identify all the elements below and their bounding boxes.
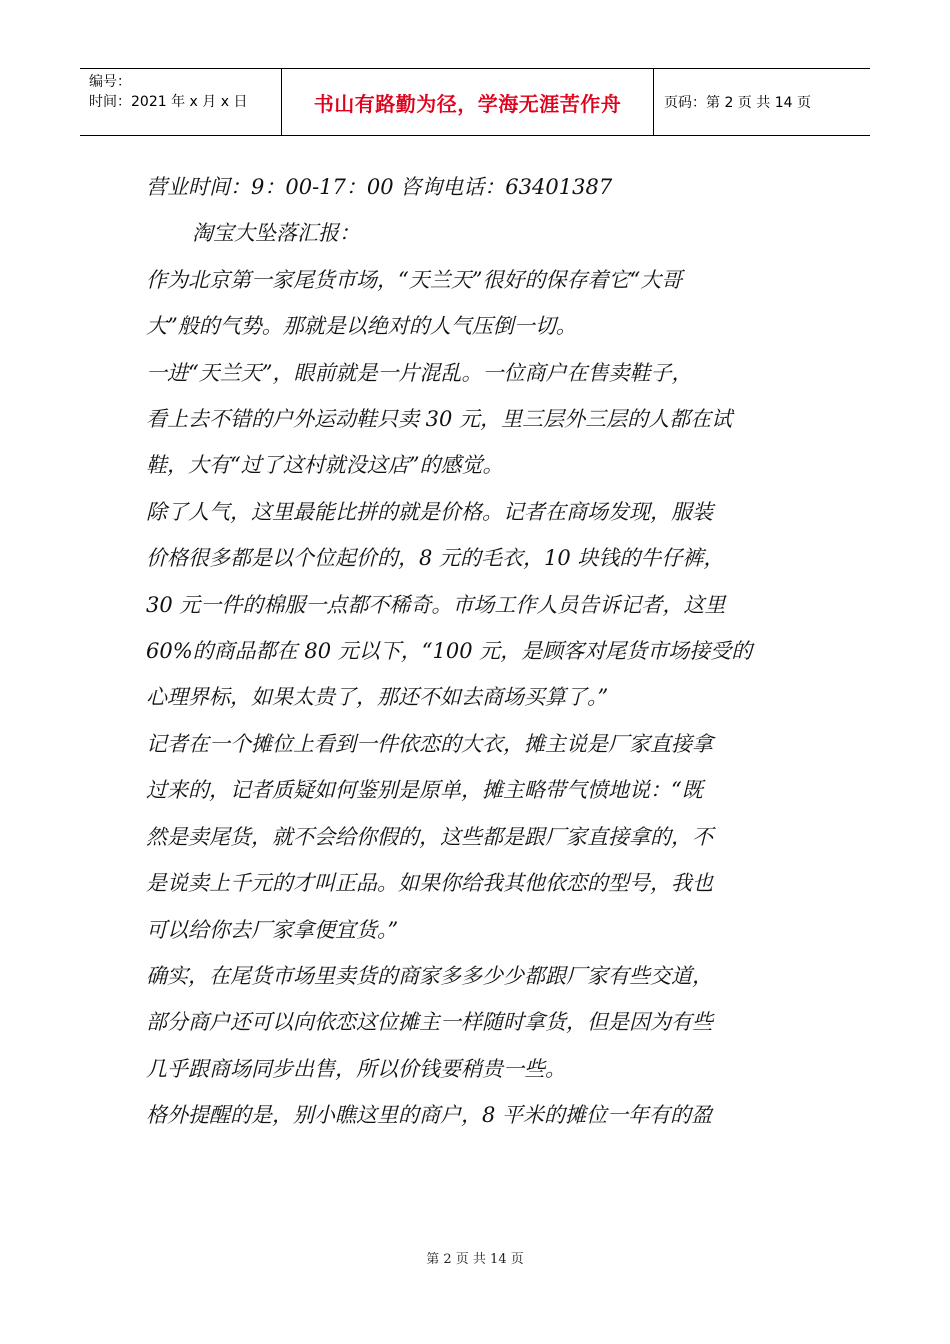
paragraph-line: 60%的商品都在 80 元以下，“100 元，是顾客对尾货市场接受的 [146,639,753,664]
paragraph-line: 一进“天兰天”，眼前就是一片混乱。一位商户在售卖鞋子， [146,360,693,385]
document-header [80,68,870,136]
paragraph-line: 淘宝大坠落汇报： [192,221,360,246]
paragraph-line: 格外提醒的是，别小瞧这里的商户，8 平米的摊位一年有的盈 [146,1103,713,1128]
paragraph-line: 价格很多都是以个位起价的，8 元的毛衣，10 块钱的牛仔裤， [146,546,725,571]
header-meta [80,69,282,135]
paragraph-line: 记者在一个摊位上看到一件依恋的大衣，摊主说是厂家直接拿 [146,731,713,756]
paragraph-line: 作为北京第一家尾货市场，“天兰天”很好的保存着它“大哥 [146,267,683,292]
header-motto: 书山有路勤为径，学海无涯苦作舟 [282,69,654,135]
paragraph-line: 几乎跟商场同步出售，所以价钱要稍贵一些。 [146,1056,566,1081]
document-body [146,164,816,1139]
paragraph-line: 营业时间：9：00-17：00 咨询电话：63401387 [146,175,613,199]
number-label: 编号： [89,74,131,90]
paragraph-line: 然是卖尾货，就不会给你假的，这些都是跟厂家直接拿的，不 [146,824,713,849]
paragraph-line: 大”般的气势。那就是以绝对的人气压倒一切。 [146,314,577,339]
paragraph-line: 确实，在尾货市场里卖货的商家多多少少都跟厂家有些交道， [146,963,713,988]
page-footer: 第 2 页 共 14 页 [426,1252,524,1267]
paragraph-line: 部分商户还可以向依恋这位摊主一样随时拿货，但是因为有些 [146,1010,713,1035]
paragraph-line: 鞋，大有“过了这村就没这店”的感觉。 [146,453,504,478]
paragraph-line: 可以给你去厂家拿便宜货。” [146,917,399,942]
paragraph-line: 过来的，记者质疑如何鉴别是原单，摊主略带气愤地说：“既 [146,778,703,803]
paragraph-line: 30 元一件的棉服一点都不稀奇。市场工作人员告诉记者，这里 [146,592,726,617]
paragraph-line: 心理界标，如果太贵了，那还不如去商场买算了。” [146,685,609,710]
header-page-info: 页码：第 2 页 共 14 页 [664,95,811,111]
paragraph-line: 看上去不错的户外运动鞋只卖 30 元，里三层外三层的人都在试 [146,407,733,432]
paragraph-line: 除了人气，这里最能比拼的就是价格。记者在商场发现，服装 [146,499,713,524]
time-label: 时间：2021 年 x 月 x 日 [89,94,248,110]
paragraph-line: 是说卖上千元的才叫正品。如果你给我其他依恋的型号，我也 [146,871,713,896]
